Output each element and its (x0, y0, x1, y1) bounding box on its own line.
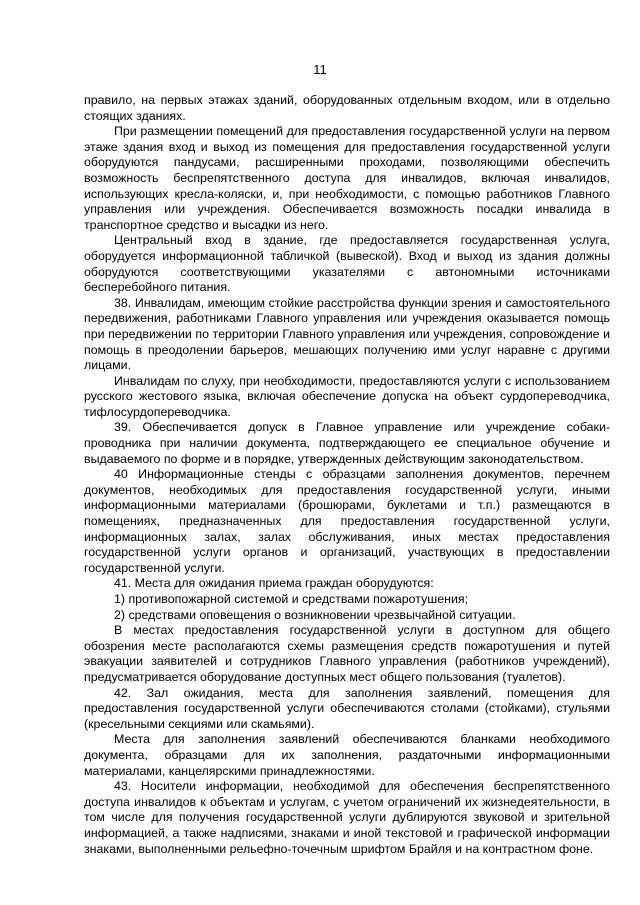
paragraph-forms-supplies: Места для заполнения заявлений обеспечиваются бланками необходимого документа, образцами для их заполнения, раздаточными информационными материалами, канцелярскими принадлежностями. (84, 732, 610, 778)
paragraph-39: 39. Обеспечивается допуск в Главное управление или учреждение собаки-проводника при наличии документа, подтверждающего ее специальное обучение и выдаваемого по форме и в порядке, утвержденных действующим законодательством. (84, 420, 610, 466)
document-body (84, 93, 610, 857)
paragraph-40: 40 Информационные стенды с образцами заполнения документов, перечнем документов, необходимых для предоставления государственной услуги, иными информационными материалами (брошюрами, буклетами и т.п.) размещаются в помещениях, предназначенных для предоставления государственной услуги, информационных залах, залах обслуживания, иных местах предоставления государственной услуги органов и организаций, участвующих в предоставлении государственной услуги. (84, 467, 610, 575)
paragraph-41: 41. Места для ожидания приема граждан оборудуются: (114, 576, 434, 591)
paragraph-central-entrance: Центральный вход в здание, где предоставляется государственная услуга, оборудуется информационной табличкой (вывеской). Вход и выход из здания должны оборудуются соответствующими указателями с автономными источниками бесперебойного питания. (84, 233, 610, 295)
paragraph-38: 38. Инвалидам, имеющим стойкие расстройства функции зрения и самостоятельного передвижения, работниками Главного управления или учреждения оказывается помощь при передвижении по территории Главного управления или учреждения, сопровождение и помощь в преодолении барьеров, мешающих получению ими услуг наравне с другими лицами. (84, 295, 610, 373)
paragraph-evacuation-schemes: В местах предоставления государственной услуги в доступном для общего обозрения месте располагаются схемы размещения средств пожаротушения и путей эвакуации заявителей и сотрудников Главного управления (работников учреждений), предусматривается оборудование доступных мест общего пользования (туалетов). (84, 623, 610, 684)
list-item-2: 2) средствами оповещения о возникновении чрезвычайной ситуации. (114, 607, 516, 622)
paragraph-ramps-access: При размещении помещений для предоставления государственной услуги на первом этаже здания вход и выход из помещения для предоставления государственной услуги оборудуются пандусами, расширенными проходами, позволяющими обеспечить возможность беспрепятственного доступа для инвалидов, включая инвалидов, использующих кресла-коляски, и, при необходимости, с помощью работников Главного управления или учреждения. Обеспечивается возможность посадки инвалида в транспортное средство и высадки из него. (84, 124, 610, 232)
paragraph-43: 43. Носители информации, необходимой для обеспечения беспрепятственного доступа инвалидов к объектам и услугам, с учетом ограничений их жизнедеятельности, в том числе для получения государственной услуги дублируются звуковой и зрительной информацией, а также надписями, знаками и иной текстовой и графической информации знаками, выполненными рельефно-точечным шрифтом Брайля и на контрастном фоне. (84, 779, 610, 856)
paragraph-continuation: правило, на первых этажах зданий, оборудованных отдельным входом, или в отдельно стоящих зданиях. (84, 93, 610, 123)
paragraph-hearing-impaired: Инвалидам по слуху, при необходимости, предоставляются услуги с использованием русского жестового языка, включая обеспечение допуска на объект сурдопереводчика, тифлосурдопереводчика. (84, 373, 610, 419)
list-item-1: 1) противопожарной системой и средствами пожаротушения; (114, 592, 469, 606)
paragraph-42: 42. Зал ожидания, места для заполнения заявлений, помещения для предоставления государственной услуги обеспечиваются столами (стойками), стульями (кресельными секциями или скамьями). (84, 685, 610, 731)
page-number: 11 (313, 62, 327, 77)
